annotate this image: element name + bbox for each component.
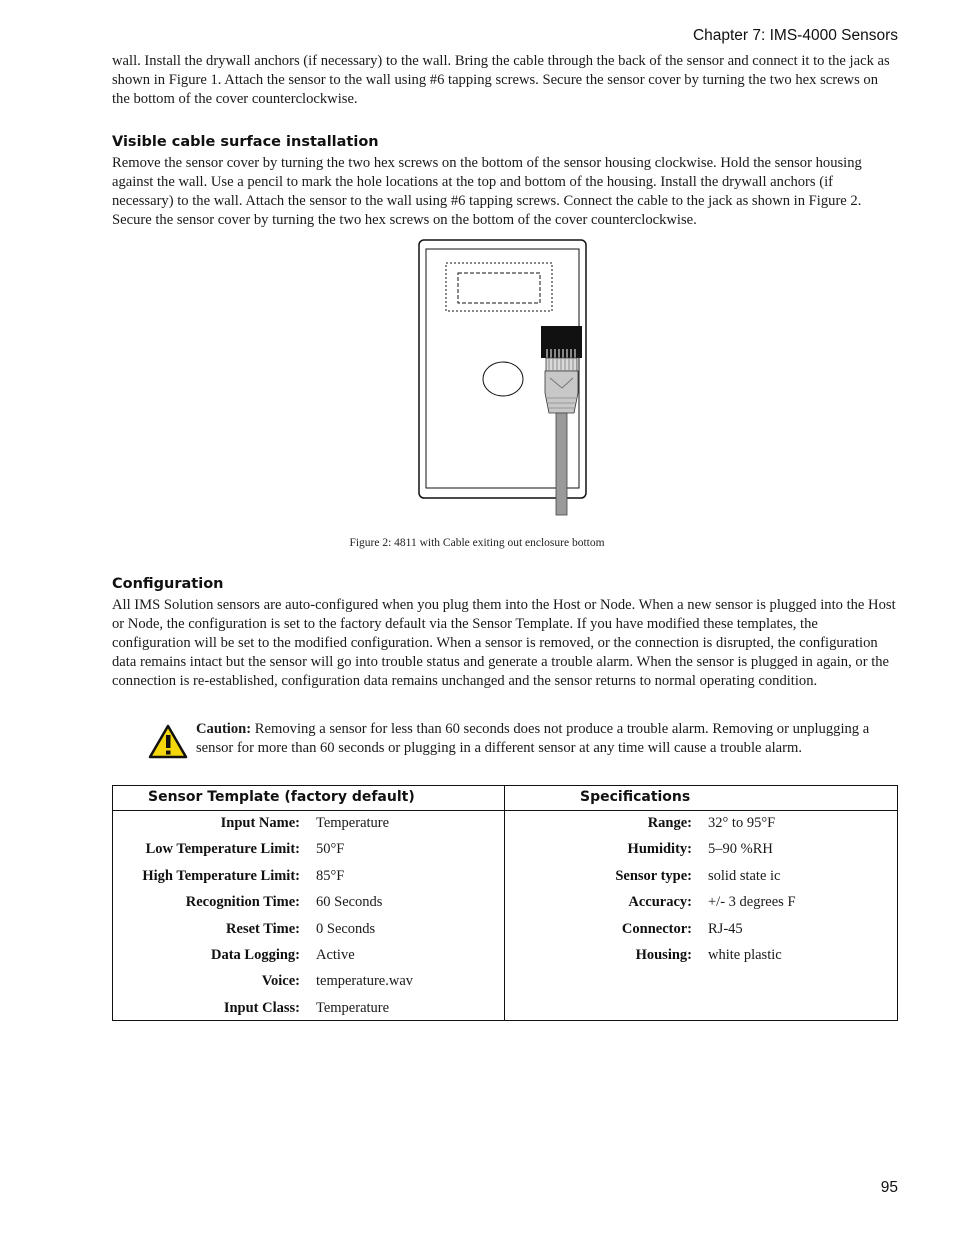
table-header-rule xyxy=(113,810,897,811)
table-column-divider xyxy=(504,786,505,1020)
caution-label: Caution: xyxy=(196,721,252,737)
spec-label: Connector: xyxy=(621,920,692,937)
spec-value: Active xyxy=(316,947,355,963)
spec-label: Recognition Time: xyxy=(185,894,300,911)
table-header-specifications: Specifications xyxy=(580,789,691,805)
spec-label: Housing: xyxy=(635,947,692,963)
table-header-template: Sensor Template (factory default) xyxy=(148,789,415,805)
spec-label: Reset Time: xyxy=(226,920,300,937)
spec-value: 0 Seconds xyxy=(316,920,376,937)
cable xyxy=(556,413,567,515)
sensor-hole xyxy=(483,362,523,396)
intro-paragraph: wall. Install the drywall anchors (if necessary) to the wall. Bring the cable through the back of the sensor and connect it to the jack as shown in Figure 1. Attach the sensor to the wall using #6 tapping screws. Secure the sensor cover by turning the two hex screws on the bottom of the cover counterclockwise. xyxy=(112,53,890,107)
sensor-template-table xyxy=(112,785,898,1021)
spec-label: Humidity: xyxy=(627,841,692,858)
spec-value: 32° to 95°F xyxy=(708,815,776,831)
spec-label: Range: xyxy=(647,815,692,831)
spec-label: Input Name: xyxy=(220,815,300,831)
spec-value: 50°F xyxy=(316,841,345,858)
page-number: 95 xyxy=(880,1179,898,1196)
caution-text xyxy=(196,720,896,758)
spec-label: Voice: xyxy=(261,973,300,990)
spec-value: RJ-45 xyxy=(708,920,743,937)
section-body-configuration: All IMS Solution sensors are auto-configured when you plug them into the Host or Node. When a new sensor is plugged into the Host or Node, the configuration is set to the factory default via the Sensor Template. If you have modified these templates, the configuration will be set to the modified configuration. When a sensor is removed, or the connection is disrupted, the configuration data remains intact but the sensor will go into trouble status and generate a trouble alarm. When the sensor is plugged in again, or the connection is re-established, configuration data remains unchanged and the sensor returns to normal operating condition. xyxy=(112,597,896,689)
section-body-visible-cable: Remove the sensor cover by turning the two hex screws on the bottom of the sensor housing clockwise. Hold the sensor housing against the wall. Use a pencil to mark the hole locations at the top and bottom of the housing. Install the drywall anchors (if necessary) to the wall. Attach the sensor to the wall using #6 tapping screws. Connect the cable to the jack as shown in Figure 2. Secure the sensor cover by turning the two hex screws on the bottom of the cover counterclockwise. xyxy=(112,155,862,228)
rj45-plug xyxy=(545,358,578,413)
caution-note xyxy=(148,720,898,776)
spec-value: 85°F xyxy=(316,867,345,884)
figure-caption: Figure 2: 4811 with Cable exiting out enclosure bottom xyxy=(349,537,605,549)
spec-value: 60 Seconds xyxy=(316,894,383,911)
spec-value: +/- 3 degrees F xyxy=(708,894,796,911)
spec-value: white plastic xyxy=(708,947,782,963)
rj45-jack xyxy=(541,326,582,358)
spec-value: 5–90 %RH xyxy=(708,841,773,858)
spec-label: High Temperature Limit: xyxy=(142,867,300,884)
chapter-header: Chapter 7: IMS-4000 Sensors xyxy=(692,27,898,44)
spec-label: Input Class: xyxy=(223,999,300,1016)
spec-value: temperature.wav xyxy=(316,973,414,990)
spec-value: Temperature xyxy=(316,815,390,831)
spec-value: Temperature xyxy=(316,999,390,1016)
spec-label: Sensor type: xyxy=(615,867,692,884)
spec-value: solid state ic xyxy=(708,867,781,884)
caution-body: Removing a sensor for less than 60 seconds does not produce a trouble alarm. Removing or unplugging a sensor for more than 60 seconds or plugging in a different sensor at any time will cause a trouble alarm. xyxy=(196,721,870,756)
spec-label: Accuracy: xyxy=(628,894,692,911)
warning-icon xyxy=(148,724,188,760)
spec-label: Data Logging: xyxy=(210,947,300,963)
sensor-enclosure-figure xyxy=(416,238,588,518)
section-heading-visible-cable: Visible cable surface installation xyxy=(112,134,379,150)
spec-label: Low Temperature Limit: xyxy=(145,841,300,858)
section-heading-configuration: Configuration xyxy=(112,576,224,592)
